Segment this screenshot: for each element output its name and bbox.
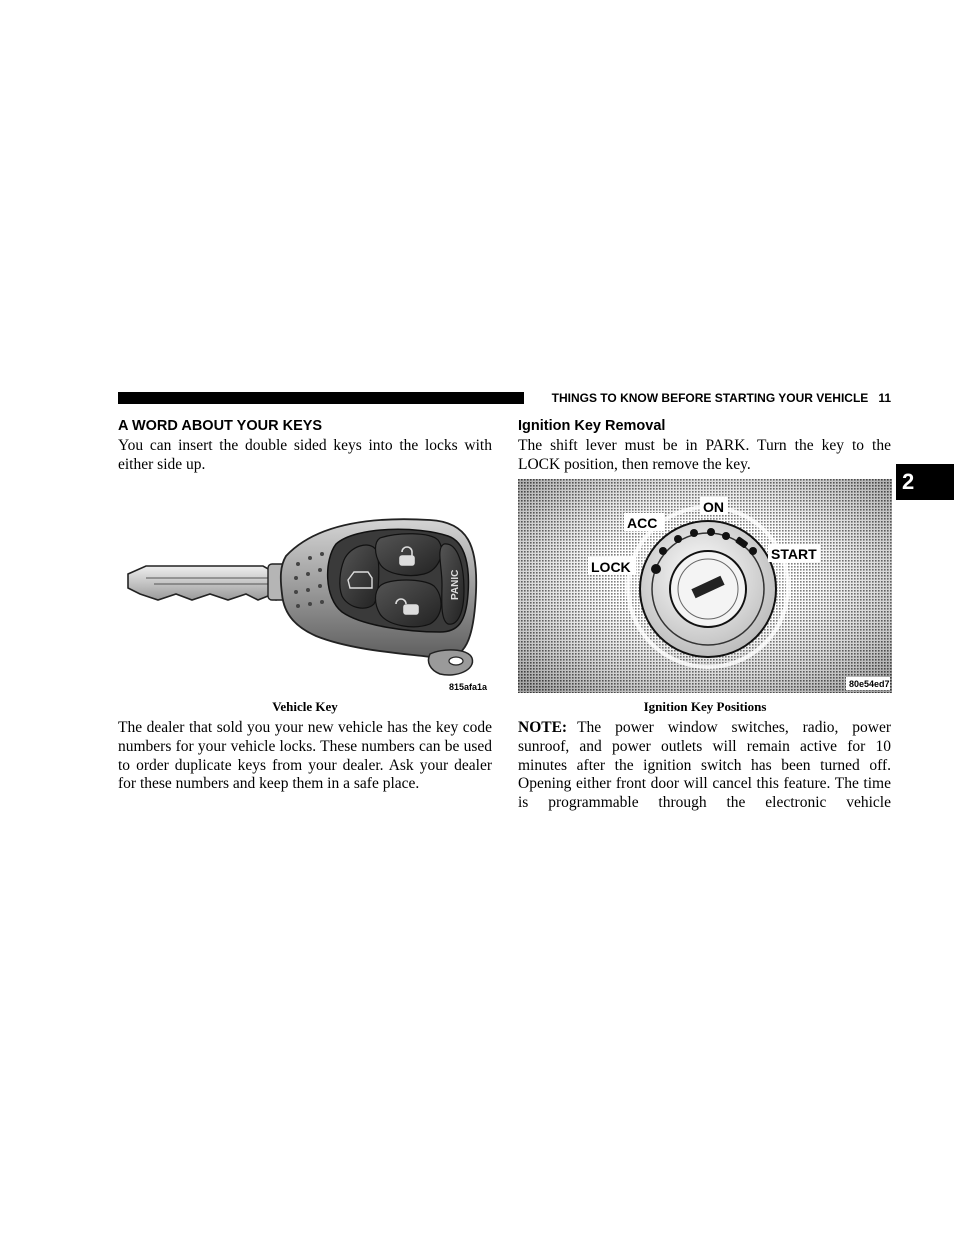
- position-dot: [707, 528, 715, 536]
- position-dot: [749, 547, 757, 555]
- panic-label: PANIC: [450, 569, 461, 600]
- key-code-paragraph: The dealer that sold you your new vehicle has the key code numbers for your vehicle locks. These numbers can be used to order duplicate keys from your dealer. Ask your dealer for these numbers and keep them in a safe place.: [118, 719, 492, 793]
- section-heading-keys: A WORD ABOUT YOUR KEYS: [118, 418, 323, 434]
- figure-caption-ignition: Ignition Key Positions: [643, 699, 767, 714]
- header-title: THINGS TO KNOW BEFORE STARTING YOUR VEHICLE: [551, 391, 869, 405]
- label-acc: ACC: [627, 515, 658, 531]
- ignition-positions-illustration: [518, 479, 892, 693]
- section-heading-ignition: Ignition Key Removal: [518, 418, 666, 434]
- chapter-tab: 2: [896, 464, 954, 500]
- note-label: NOTE:: [518, 719, 568, 736]
- figure-code-ignition: 80e54ed7: [849, 679, 890, 689]
- label-on: ON: [703, 499, 724, 515]
- note-paragraph: [518, 719, 891, 813]
- vehicle-key-illustration: [118, 508, 492, 696]
- position-dot: [659, 547, 667, 555]
- header-rule: [118, 392, 524, 404]
- running-header: [534, 390, 891, 406]
- lock-button: [376, 534, 442, 576]
- label-lock: LOCK: [591, 559, 631, 575]
- unlock-button: [376, 580, 442, 627]
- key-blade: [128, 566, 290, 600]
- position-dot-lock: [651, 564, 661, 574]
- keys-intro-paragraph: You can insert the double sided keys into the locks with either side up.: [118, 437, 492, 473]
- position-dot-on: [722, 532, 730, 540]
- position-dot: [674, 535, 682, 543]
- figure-code-key: 815afa1a: [449, 682, 488, 692]
- page-number: 11: [878, 391, 891, 405]
- label-start: START: [771, 546, 817, 562]
- figure-caption-vehicle-key: Vehicle Key: [272, 699, 338, 714]
- key-ring-hole: [449, 657, 463, 665]
- ignition-intro-paragraph: The shift lever must be in PARK. Turn the key to the LOCK position, then remove the key.: [518, 437, 891, 473]
- position-dot-acc: [690, 529, 698, 537]
- note-text: The power window switches, radio, power sunroof, and power outlets will remain active for 10 minutes after the ignition switch has been turned off. Opening either front door will cancel this feature. The time is programmable through the electronic vehicle: [518, 719, 891, 812]
